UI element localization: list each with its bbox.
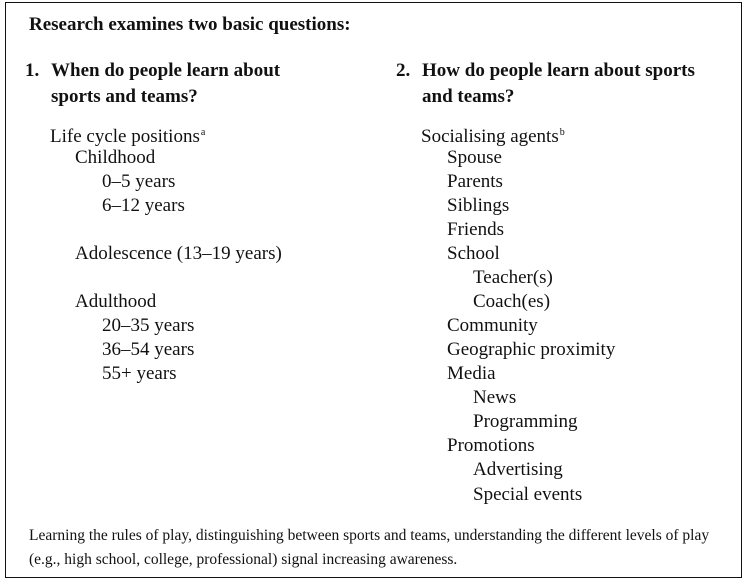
age-range-item: 55+ years	[102, 363, 177, 384]
stage-adolescence: Adolescence (13–19 years)	[75, 243, 282, 264]
agent-community: Community	[447, 315, 538, 336]
agent-media: Media	[447, 363, 496, 384]
sub-agent-item: Coach(es)	[473, 291, 551, 312]
question-2-text: How do people learn about sports and teams?	[422, 60, 695, 107]
agent-parents: Parents	[447, 171, 503, 192]
age-range-item: 36–54 years	[102, 339, 195, 360]
age-range-item: 0–5 years	[102, 171, 176, 192]
agent-school: School	[447, 243, 500, 264]
question-1	[25, 58, 325, 110]
socialising-agents-heading	[421, 121, 565, 149]
sub-agent-item: Teacher(s)	[473, 267, 553, 288]
socialising-agents-label: Socialising agents	[421, 126, 559, 147]
sub-agent-item: Advertising	[473, 459, 563, 480]
agent-promotions: Promotions	[447, 435, 535, 456]
stage-childhood: Childhood	[75, 147, 156, 168]
agent-siblings: Siblings	[447, 195, 510, 216]
footnote-marker-b: b	[559, 127, 565, 138]
life-cycle-heading	[50, 121, 205, 149]
age-range-item: 20–35 years	[102, 315, 195, 336]
footnote-marker-a: a	[200, 127, 206, 138]
question-1-text: When do people learn about sports and teams?	[51, 60, 281, 107]
life-cycle-label: Life cycle positions	[50, 126, 200, 147]
sub-agent-item: Special events	[473, 484, 583, 505]
footnote-text: Learning the rules of play, distinguishing between sports and teams, understanding the different levels of play (e.g., high school, college, professional) signal increasing awareness.	[29, 527, 710, 568]
question-1-number: 1.	[25, 60, 40, 81]
question-2	[396, 58, 726, 110]
agent-friends: Friends	[447, 219, 504, 240]
question-2-number: 2.	[396, 60, 411, 81]
figure-heading: Research examines two basic questions:	[29, 14, 351, 35]
agent-spouse: Spouse	[447, 147, 502, 168]
stage-adulthood: Adulthood	[75, 291, 157, 312]
sub-agent-item: News	[473, 387, 517, 408]
agent-geographic-proximity: Geographic proximity	[447, 339, 616, 360]
age-range-item: 6–12 years	[102, 195, 185, 216]
sub-agent-item: Programming	[473, 411, 578, 432]
